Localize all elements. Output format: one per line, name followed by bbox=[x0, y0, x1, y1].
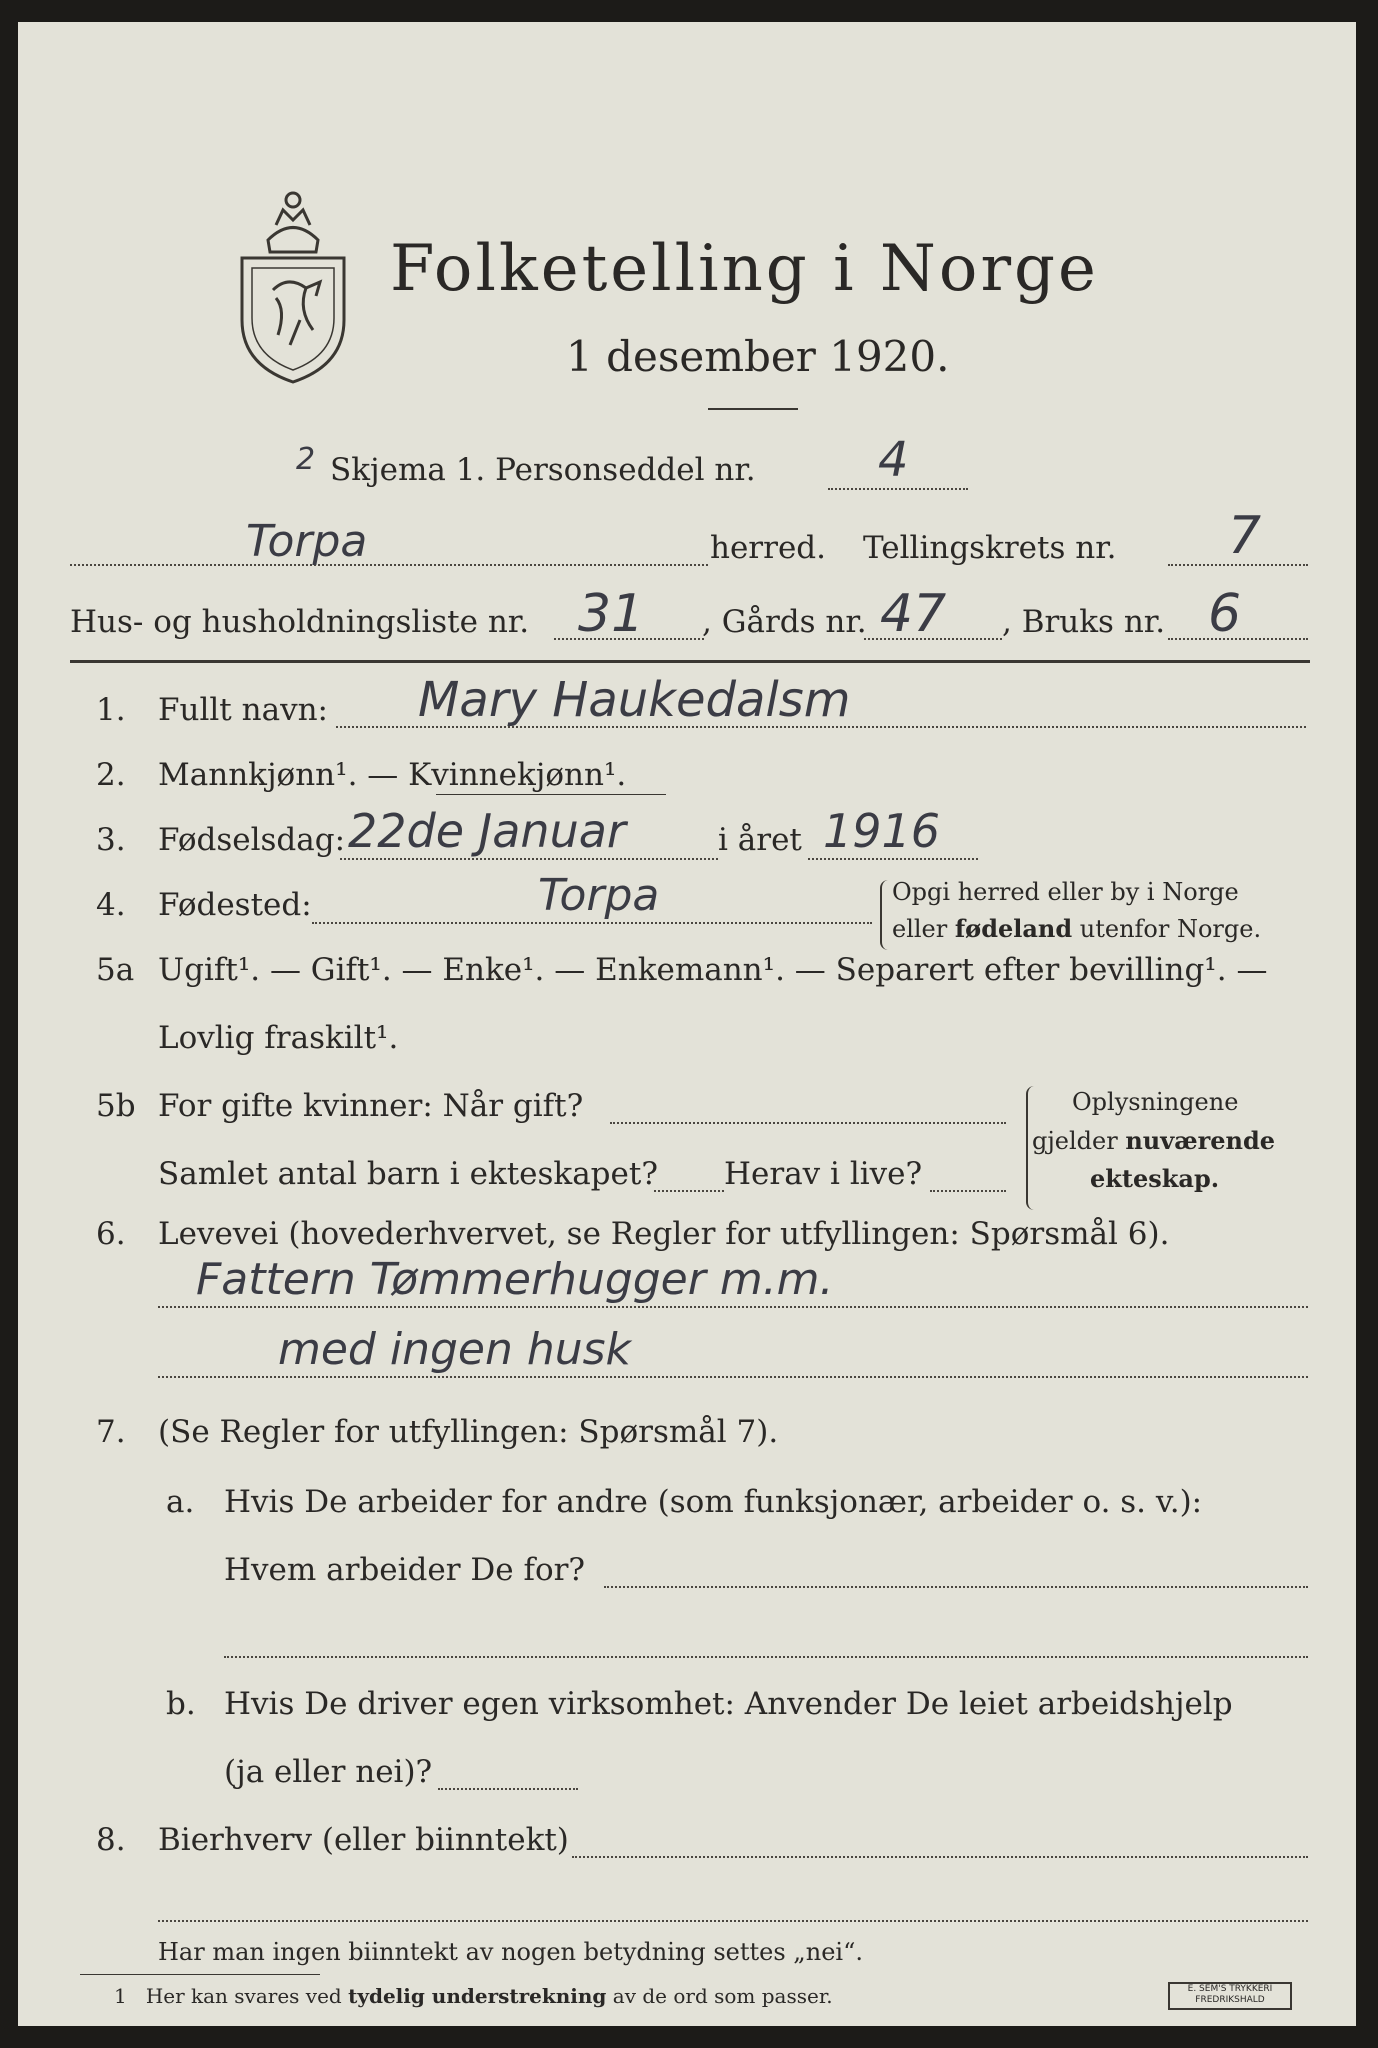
skjema-label: Skjema 1. Personseddel nr. bbox=[330, 452, 756, 488]
form-title: Folketelling i Norge bbox=[390, 232, 1099, 306]
q3-label: Fødselsdag: bbox=[158, 822, 346, 858]
hus-label: Hus- og husholdningsliste nr. bbox=[70, 604, 530, 640]
q4-label: Fødested: bbox=[158, 887, 312, 923]
q2-label: Mannkjønn¹. — Kvinnekjønn¹. bbox=[158, 757, 627, 793]
skjema-mark: 2 bbox=[296, 442, 316, 477]
q5b-children-line bbox=[654, 1190, 724, 1192]
q3-year-label: i året bbox=[718, 822, 802, 858]
personseddel-value[interactable]: 4 bbox=[878, 432, 909, 488]
title-divider bbox=[708, 408, 798, 410]
coat-of-arms-icon bbox=[228, 170, 358, 390]
q5a-number: 5a bbox=[96, 952, 135, 988]
q6-number: 6. bbox=[96, 1216, 126, 1252]
q5b-children-label: Samlet antal barn i ekteskapet? bbox=[158, 1156, 658, 1192]
q5b-note-line1: Oplysningene bbox=[1072, 1088, 1239, 1116]
q5b-note-line2: gjelder nuværende bbox=[1032, 1126, 1276, 1155]
q4-note-line2: eller fødeland utenfor Norge. bbox=[892, 914, 1262, 943]
q3-number: 3. bbox=[96, 822, 126, 858]
q4-value[interactable]: Torpa bbox=[538, 870, 660, 921]
herred-line bbox=[70, 564, 708, 566]
q8-number: 8. bbox=[96, 1822, 126, 1858]
herred-label: herred. bbox=[710, 530, 826, 566]
q5a-label: Ugift¹. — Gift¹. — Enke¹. — Enkemann¹. — Separert efter bevilling¹. — bbox=[158, 952, 1268, 988]
q3-line bbox=[340, 858, 718, 860]
footnote-rule bbox=[80, 1974, 320, 1975]
bruks-value[interactable]: 6 bbox=[1208, 584, 1242, 644]
q7-label: (Se Regler for utfyllingen: Spørsmål 7). bbox=[158, 1414, 779, 1450]
q4-number: 4. bbox=[96, 887, 126, 923]
q8-line1 bbox=[572, 1856, 1308, 1858]
q1-number: 1. bbox=[96, 692, 126, 728]
q7b-label: Hvis De driver egen virksomhet: Anvender De leiet arbeidshjelp bbox=[224, 1686, 1233, 1722]
q5b-married-line bbox=[610, 1122, 1006, 1124]
census-date: 1 desember 1920. bbox=[566, 332, 950, 381]
q8-label: Bierhverv (eller biinntekt) bbox=[158, 1822, 569, 1858]
q7a-line1 bbox=[604, 1586, 1308, 1588]
q2-number: 2. bbox=[96, 757, 126, 793]
q5b-note-line3: ekteskap. bbox=[1090, 1164, 1220, 1193]
personseddel-line bbox=[828, 488, 968, 490]
q5b-label: For gifte kvinner: Når gift? bbox=[158, 1088, 584, 1124]
q5b-alive-label: Herav i live? bbox=[724, 1156, 923, 1192]
herred-value[interactable]: Torpa bbox=[246, 516, 368, 567]
q6-label: Levevei (hovederhvervet, se Regler for utfyllingen: Spørsmål 6). bbox=[158, 1216, 1170, 1252]
gards-value[interactable]: 47 bbox=[880, 584, 947, 644]
q1-label: Fullt navn: bbox=[158, 692, 328, 728]
q6-line2 bbox=[158, 1376, 1308, 1378]
footnote: 1 Her kan svares ved tydelig understrekning av de ord som passer. bbox=[114, 1984, 833, 2008]
q6-value-line2[interactable]: med ingen husk bbox=[278, 1324, 632, 1375]
q7b-label-cont: (ja eller nei)? bbox=[224, 1754, 433, 1790]
q6-line1 bbox=[158, 1306, 1308, 1308]
bruks-label: , Bruks nr. bbox=[1002, 604, 1166, 640]
q8-line2 bbox=[158, 1920, 1308, 1922]
q6-value-line1[interactable]: Fattern Tømmerhugger m.m. bbox=[196, 1254, 834, 1305]
printer-stamp: E. SEM'S TRYKKERI FREDRIKSHALD bbox=[1168, 1982, 1292, 2010]
census-form-sheet bbox=[18, 22, 1356, 2026]
q5a-label-cont: Lovlig fraskilt¹. bbox=[158, 1020, 399, 1056]
q7a-label-cont: Hvem arbeider De for? bbox=[224, 1552, 586, 1588]
q5b-number: 5b bbox=[96, 1088, 136, 1124]
q2-underline-kvinne bbox=[436, 794, 666, 795]
q5b-alive-line bbox=[930, 1190, 1006, 1192]
tellingskrets-label: Tellingskrets nr. bbox=[863, 530, 1117, 566]
gards-label: , Gårds nr. bbox=[702, 604, 867, 640]
tellingskrets-value[interactable]: 7 bbox=[1228, 506, 1262, 566]
q4-brace bbox=[880, 880, 890, 950]
q3-year-value[interactable]: 1916 bbox=[823, 804, 941, 858]
hus-value[interactable]: 31 bbox=[578, 584, 645, 644]
q4-line bbox=[312, 922, 872, 924]
q3-value[interactable]: 22de Januar bbox=[348, 804, 626, 858]
q7a-line2 bbox=[224, 1656, 1308, 1658]
q7b-line bbox=[438, 1788, 578, 1790]
q4-note-line1: Opgi herred eller by i Norge bbox=[892, 878, 1239, 906]
q3-year-line bbox=[808, 858, 978, 860]
q7a-number: a. bbox=[166, 1484, 195, 1520]
q7a-label: Hvis De arbeider for andre (som funksjonær, arbeider o. s. v.): bbox=[224, 1484, 1203, 1520]
footer-note: Har man ingen biinntekt av nogen betydning settes „nei“. bbox=[158, 1938, 863, 1966]
q1-value[interactable]: Mary Haukedalsm bbox=[418, 672, 851, 728]
header-rule bbox=[70, 660, 1310, 663]
q7-number: 7. bbox=[96, 1414, 126, 1450]
q7b-number: b. bbox=[166, 1686, 196, 1722]
